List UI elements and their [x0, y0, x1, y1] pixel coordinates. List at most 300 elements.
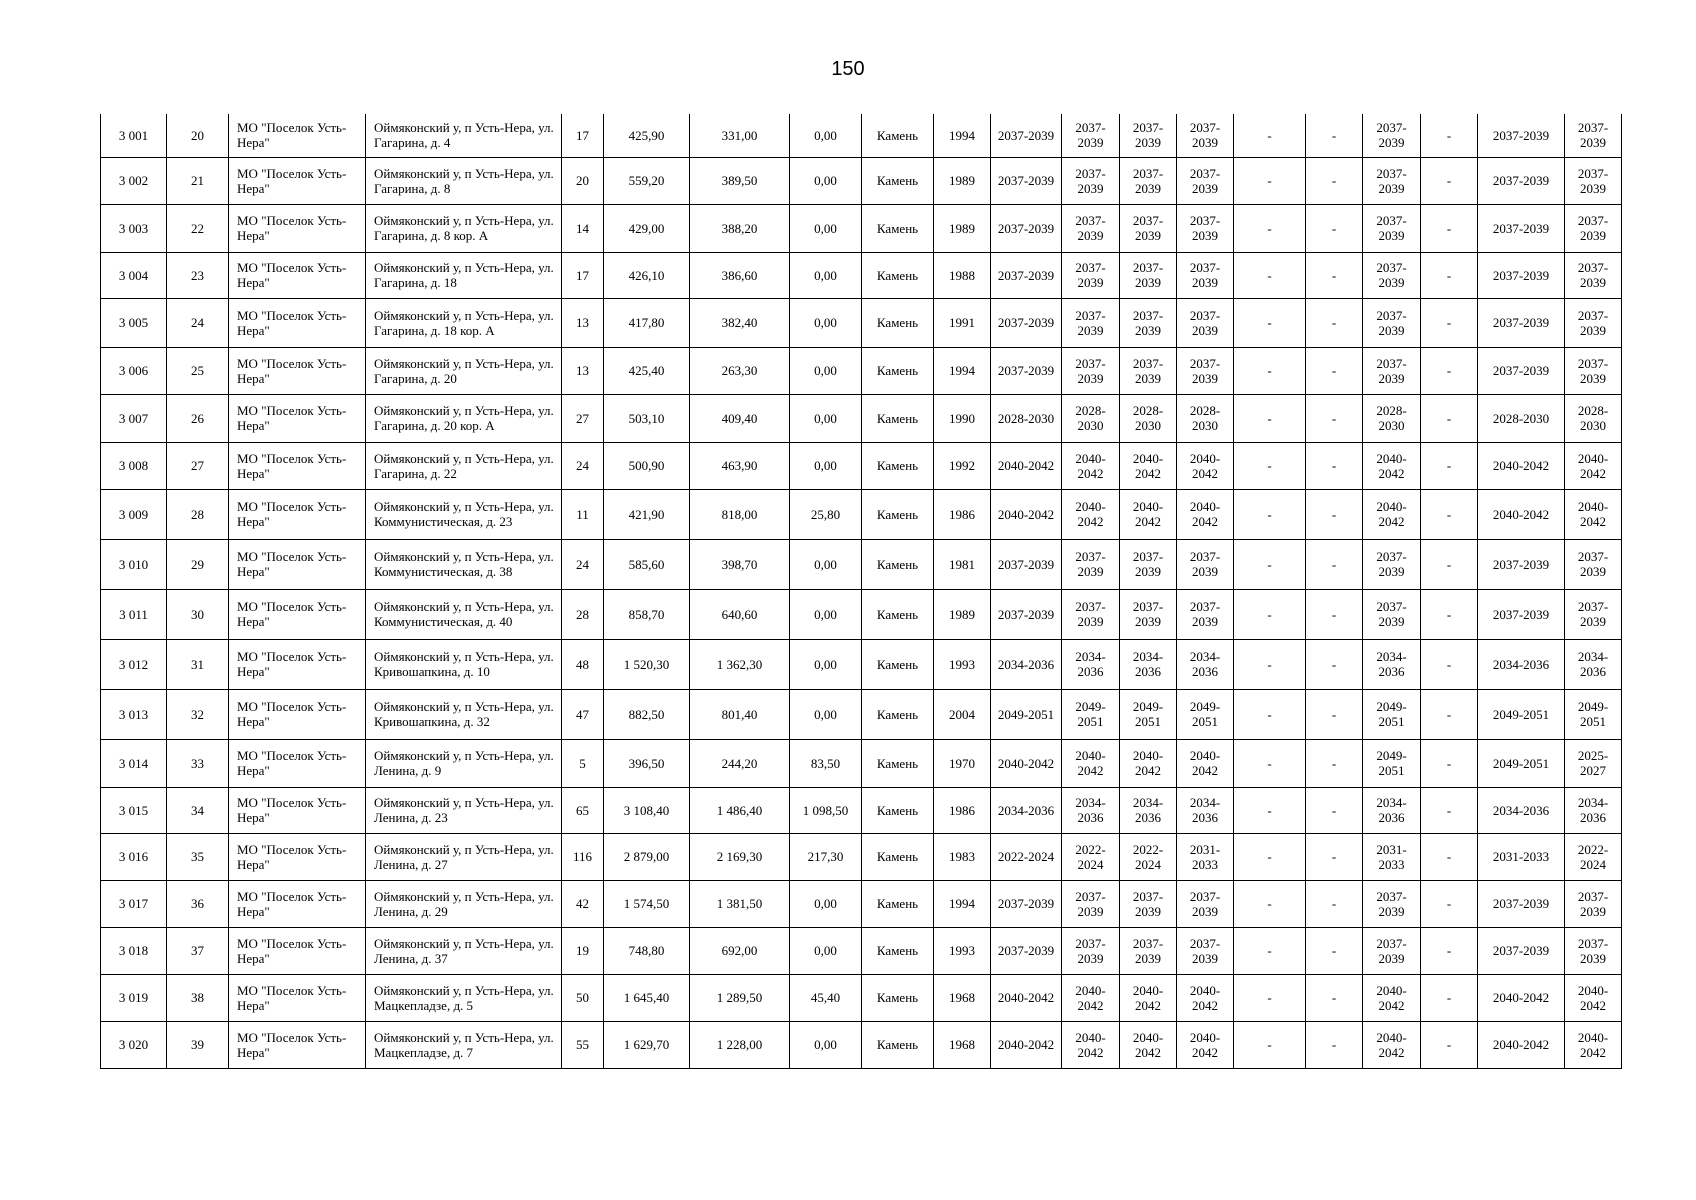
- cell-wall-material: Камень: [862, 539, 934, 589]
- cell-roof-repair: 2037-2039: [991, 157, 1062, 204]
- cell-elevator-shaft-repair: -: [1306, 442, 1363, 489]
- cell-living-area: 263,30: [690, 347, 790, 394]
- cell-living-area: 386,60: [690, 252, 790, 298]
- cell-municipality: МО "Поселок Усть-Нера": [229, 739, 366, 787]
- cell-electric-repair: 2022-2024: [1565, 833, 1622, 880]
- cell-address: Оймяконский у, п Усть-Нера, ул. Коммунистическая, д. 40: [366, 589, 562, 639]
- cell-build-year: 1994: [934, 114, 991, 157]
- cell-elevator-repair: -: [1234, 298, 1306, 347]
- cell-elevator-shaft-repair: -: [1306, 927, 1363, 974]
- cell-row-number: 27: [167, 442, 229, 489]
- cell-build-year: 1993: [934, 639, 991, 689]
- cell-row-number: 34: [167, 787, 229, 833]
- cell-wall-material: Камень: [862, 347, 934, 394]
- cell-reg-number: 3 004: [101, 252, 167, 298]
- cell-elevator-shaft-repair: -: [1306, 114, 1363, 157]
- cell-build-year: 1990: [934, 394, 991, 442]
- cell-basement-repair: 2037-2039: [1177, 927, 1234, 974]
- cell-apartments: 65: [562, 787, 604, 833]
- cell-elevator-repair: -: [1234, 833, 1306, 880]
- table-row: [101, 589, 1622, 639]
- cell-basement-repair: 2040-2042: [1177, 442, 1234, 489]
- cell-reg-number: 3 014: [101, 739, 167, 787]
- cell-foundation-repair: 2034-2036: [1120, 639, 1177, 689]
- cell-reg-number: 3 019: [101, 974, 167, 1021]
- cell-wall-material: Камень: [862, 927, 934, 974]
- cell-basement-repair: 2037-2039: [1177, 880, 1234, 927]
- cell-facade-repair: 2037-2039: [1062, 589, 1120, 639]
- cell-roof-repair: 2040-2042: [991, 1021, 1062, 1068]
- cell-facade-repair: 2037-2039: [1062, 539, 1120, 589]
- cell-apartments: 17: [562, 252, 604, 298]
- cell-build-year: 1970: [934, 739, 991, 787]
- cell-roof-repair: 2040-2042: [991, 974, 1062, 1021]
- cell-basement-repair: 2037-2039: [1177, 204, 1234, 252]
- cell-elevator-repair: -: [1234, 689, 1306, 739]
- cell-reg-number: 3 011: [101, 589, 167, 639]
- cell-facade-repair: 2037-2039: [1062, 252, 1120, 298]
- cell-nonresidential-area: 25,80: [790, 489, 862, 539]
- cell-roof-repair: 2037-2039: [991, 347, 1062, 394]
- cell-water-repair: 2034-2036: [1478, 787, 1565, 833]
- cell-facade-repair: 2034-2036: [1062, 787, 1120, 833]
- cell-facade-repair: 2037-2039: [1062, 347, 1120, 394]
- cell-basement-repair: 2037-2039: [1177, 539, 1234, 589]
- cell-apartments: 14: [562, 204, 604, 252]
- cell-gas-repair: -: [1421, 539, 1478, 589]
- cell-wall-material: Камень: [862, 1021, 934, 1068]
- cell-gas-repair: -: [1421, 589, 1478, 639]
- cell-living-area: 818,00: [690, 489, 790, 539]
- cell-heating-repair: 2037-2039: [1363, 347, 1421, 394]
- cell-elevator-repair: -: [1234, 974, 1306, 1021]
- cell-foundation-repair: 2037-2039: [1120, 252, 1177, 298]
- cell-address: Оймяконский у, п Усть-Нера, ул. Мацкепладзе, д. 7: [366, 1021, 562, 1068]
- cell-gas-repair: -: [1421, 204, 1478, 252]
- cell-row-number: 39: [167, 1021, 229, 1068]
- cell-elevator-shaft-repair: -: [1306, 539, 1363, 589]
- cell-facade-repair: 2040-2042: [1062, 1021, 1120, 1068]
- cell-facade-repair: 2040-2042: [1062, 974, 1120, 1021]
- cell-living-area: 801,40: [690, 689, 790, 739]
- cell-basement-repair: 2031-2033: [1177, 833, 1234, 880]
- cell-reg-number: 3 012: [101, 639, 167, 689]
- cell-living-area: 463,90: [690, 442, 790, 489]
- cell-elevator-shaft-repair: -: [1306, 347, 1363, 394]
- cell-roof-repair: 2037-2039: [991, 927, 1062, 974]
- cell-municipality: МО "Поселок Усть-Нера": [229, 204, 366, 252]
- cell-wall-material: Камень: [862, 787, 934, 833]
- cell-foundation-repair: 2037-2039: [1120, 347, 1177, 394]
- cell-build-year: 1968: [934, 1021, 991, 1068]
- cell-electric-repair: 2040-2042: [1565, 489, 1622, 539]
- cell-roof-repair: 2037-2039: [991, 880, 1062, 927]
- cell-elevator-shaft-repair: -: [1306, 689, 1363, 739]
- cell-elevator-shaft-repair: -: [1306, 974, 1363, 1021]
- cell-build-year: 1989: [934, 204, 991, 252]
- cell-total-area: 748,80: [604, 927, 690, 974]
- cell-address: Оймяконский у, п Усть-Нера, ул. Гагарина, д. 4: [366, 114, 562, 157]
- cell-elevator-shaft-repair: -: [1306, 252, 1363, 298]
- cell-foundation-repair: 2037-2039: [1120, 298, 1177, 347]
- cell-elevator-repair: -: [1234, 347, 1306, 394]
- cell-address: Оймяконский у, п Усть-Нера, ул. Гагарина, д. 18: [366, 252, 562, 298]
- cell-facade-repair: 2037-2039: [1062, 157, 1120, 204]
- cell-electric-repair: 2037-2039: [1565, 589, 1622, 639]
- cell-wall-material: Камень: [862, 114, 934, 157]
- cell-row-number: 25: [167, 347, 229, 394]
- cell-gas-repair: -: [1421, 157, 1478, 204]
- cell-basement-repair: 2040-2042: [1177, 974, 1234, 1021]
- cell-municipality: МО "Поселок Усть-Нера": [229, 833, 366, 880]
- cell-foundation-repair: 2040-2042: [1120, 489, 1177, 539]
- cell-roof-repair: 2037-2039: [991, 589, 1062, 639]
- cell-elevator-shaft-repair: -: [1306, 787, 1363, 833]
- cell-reg-number: 3 018: [101, 927, 167, 974]
- cell-facade-repair: 2037-2039: [1062, 298, 1120, 347]
- table-body: [101, 114, 1622, 1068]
- cell-living-area: 692,00: [690, 927, 790, 974]
- cell-gas-repair: -: [1421, 833, 1478, 880]
- table-row: [101, 114, 1622, 157]
- cell-heating-repair: 2034-2036: [1363, 639, 1421, 689]
- cell-living-area: 409,40: [690, 394, 790, 442]
- cell-water-repair: 2040-2042: [1478, 442, 1565, 489]
- cell-foundation-repair: 2040-2042: [1120, 1021, 1177, 1068]
- cell-heating-repair: 2037-2039: [1363, 114, 1421, 157]
- cell-facade-repair: 2037-2039: [1062, 927, 1120, 974]
- cell-total-area: 500,90: [604, 442, 690, 489]
- cell-total-area: 559,20: [604, 157, 690, 204]
- cell-electric-repair: 2025-2027: [1565, 739, 1622, 787]
- cell-facade-repair: 2037-2039: [1062, 114, 1120, 157]
- cell-apartments: 116: [562, 833, 604, 880]
- cell-reg-number: 3 013: [101, 689, 167, 739]
- cell-wall-material: Камень: [862, 252, 934, 298]
- cell-elevator-repair: -: [1234, 787, 1306, 833]
- cell-reg-number: 3 008: [101, 442, 167, 489]
- page-number: 150: [831, 58, 865, 80]
- cell-address: Оймяконский у, п Усть-Нера, ул. Гагарина, д. 18 кор. А: [366, 298, 562, 347]
- cell-row-number: 33: [167, 739, 229, 787]
- cell-address: Оймяконский у, п Усть-Нера, ул. Кривошапкина, д. 32: [366, 689, 562, 739]
- cell-heating-repair: 2034-2036: [1363, 787, 1421, 833]
- table-row: [101, 252, 1622, 298]
- table-row: [101, 204, 1622, 252]
- cell-facade-repair: 2040-2042: [1062, 489, 1120, 539]
- cell-gas-repair: -: [1421, 927, 1478, 974]
- cell-row-number: 28: [167, 489, 229, 539]
- cell-build-year: 1983: [934, 833, 991, 880]
- cell-electric-repair: 2037-2039: [1565, 204, 1622, 252]
- cell-living-area: 388,20: [690, 204, 790, 252]
- cell-build-year: 1986: [934, 787, 991, 833]
- cell-total-area: 2 879,00: [604, 833, 690, 880]
- cell-heating-repair: 2037-2039: [1363, 252, 1421, 298]
- cell-heating-repair: 2040-2042: [1363, 974, 1421, 1021]
- cell-row-number: 36: [167, 880, 229, 927]
- cell-basement-repair: 2037-2039: [1177, 157, 1234, 204]
- cell-reg-number: 3 005: [101, 298, 167, 347]
- cell-apartments: 48: [562, 639, 604, 689]
- cell-elevator-repair: -: [1234, 157, 1306, 204]
- cell-total-area: 425,40: [604, 347, 690, 394]
- cell-elevator-repair: -: [1234, 442, 1306, 489]
- cell-water-repair: 2040-2042: [1478, 974, 1565, 1021]
- cell-address: Оймяконский у, п Усть-Нера, ул. Мацкепладзе, д. 5: [366, 974, 562, 1021]
- cell-address: Оймяконский у, п Усть-Нера, ул. Ленина, д. 27: [366, 833, 562, 880]
- cell-water-repair: 2037-2039: [1478, 114, 1565, 157]
- cell-living-area: 640,60: [690, 589, 790, 639]
- cell-municipality: МО "Поселок Усть-Нера": [229, 442, 366, 489]
- cell-row-number: 20: [167, 114, 229, 157]
- housing-register-table: [100, 114, 1622, 1069]
- cell-apartments: 47: [562, 689, 604, 739]
- cell-foundation-repair: 2037-2039: [1120, 589, 1177, 639]
- table-row: [101, 442, 1622, 489]
- cell-living-area: 382,40: [690, 298, 790, 347]
- cell-elevator-shaft-repair: -: [1306, 880, 1363, 927]
- cell-total-area: 1 645,40: [604, 974, 690, 1021]
- cell-wall-material: Камень: [862, 298, 934, 347]
- cell-roof-repair: 2034-2036: [991, 787, 1062, 833]
- cell-address: Оймяконский у, п Усть-Нера, ул. Гагарина, д. 8 кор. А: [366, 204, 562, 252]
- cell-municipality: МО "Поселок Усть-Нера": [229, 787, 366, 833]
- cell-water-repair: 2049-2051: [1478, 739, 1565, 787]
- cell-total-area: 1 574,50: [604, 880, 690, 927]
- cell-elevator-shaft-repair: -: [1306, 589, 1363, 639]
- cell-foundation-repair: 2037-2039: [1120, 539, 1177, 589]
- cell-living-area: 389,50: [690, 157, 790, 204]
- cell-heating-repair: 2040-2042: [1363, 442, 1421, 489]
- cell-basement-repair: 2040-2042: [1177, 489, 1234, 539]
- cell-heating-repair: 2037-2039: [1363, 539, 1421, 589]
- cell-basement-repair: 2037-2039: [1177, 298, 1234, 347]
- cell-municipality: МО "Поселок Усть-Нера": [229, 880, 366, 927]
- cell-heating-repair: 2037-2039: [1363, 157, 1421, 204]
- cell-elevator-repair: -: [1234, 204, 1306, 252]
- cell-gas-repair: -: [1421, 394, 1478, 442]
- cell-water-repair: 2040-2042: [1478, 1021, 1565, 1068]
- cell-elevator-shaft-repair: -: [1306, 394, 1363, 442]
- cell-row-number: 29: [167, 539, 229, 589]
- cell-reg-number: 3 002: [101, 157, 167, 204]
- cell-reg-number: 3 006: [101, 347, 167, 394]
- cell-elevator-shaft-repair: -: [1306, 489, 1363, 539]
- cell-roof-repair: 2022-2024: [991, 833, 1062, 880]
- cell-nonresidential-area: 0,00: [790, 589, 862, 639]
- cell-apartments: 55: [562, 1021, 604, 1068]
- cell-foundation-repair: 2034-2036: [1120, 787, 1177, 833]
- cell-address: Оймяконский у, п Усть-Нера, ул. Гагарина, д. 20: [366, 347, 562, 394]
- cell-basement-repair: 2034-2036: [1177, 639, 1234, 689]
- cell-total-area: 1 520,30: [604, 639, 690, 689]
- cell-wall-material: Камень: [862, 974, 934, 1021]
- cell-roof-repair: 2034-2036: [991, 639, 1062, 689]
- cell-build-year: 1991: [934, 298, 991, 347]
- cell-gas-repair: -: [1421, 974, 1478, 1021]
- cell-municipality: МО "Поселок Усть-Нера": [229, 489, 366, 539]
- cell-total-area: 882,50: [604, 689, 690, 739]
- cell-elevator-shaft-repair: -: [1306, 298, 1363, 347]
- cell-basement-repair: 2049-2051: [1177, 689, 1234, 739]
- cell-municipality: МО "Поселок Усть-Нера": [229, 298, 366, 347]
- cell-water-repair: 2031-2033: [1478, 833, 1565, 880]
- cell-nonresidential-area: 0,00: [790, 1021, 862, 1068]
- cell-nonresidential-area: 0,00: [790, 639, 862, 689]
- cell-electric-repair: 2049-2051: [1565, 689, 1622, 739]
- cell-row-number: 38: [167, 974, 229, 1021]
- cell-reg-number: 3 015: [101, 787, 167, 833]
- cell-foundation-repair: 2040-2042: [1120, 442, 1177, 489]
- cell-living-area: 331,00: [690, 114, 790, 157]
- cell-elevator-shaft-repair: -: [1306, 204, 1363, 252]
- cell-elevator-repair: -: [1234, 539, 1306, 589]
- cell-heating-repair: 2037-2039: [1363, 880, 1421, 927]
- cell-roof-repair: 2037-2039: [991, 539, 1062, 589]
- cell-apartments: 50: [562, 974, 604, 1021]
- cell-build-year: 1968: [934, 974, 991, 1021]
- cell-municipality: МО "Поселок Усть-Нера": [229, 539, 366, 589]
- cell-electric-repair: 2037-2039: [1565, 114, 1622, 157]
- cell-wall-material: Камень: [862, 639, 934, 689]
- cell-municipality: МО "Поселок Усть-Нера": [229, 1021, 366, 1068]
- cell-nonresidential-area: 0,00: [790, 442, 862, 489]
- cell-foundation-repair: 2037-2039: [1120, 927, 1177, 974]
- cell-apartments: 24: [562, 539, 604, 589]
- cell-electric-repair: 2037-2039: [1565, 539, 1622, 589]
- cell-facade-repair: 2022-2024: [1062, 833, 1120, 880]
- cell-nonresidential-area: 0,00: [790, 114, 862, 157]
- cell-wall-material: Камень: [862, 589, 934, 639]
- cell-water-repair: 2037-2039: [1478, 252, 1565, 298]
- cell-municipality: МО "Поселок Усть-Нера": [229, 347, 366, 394]
- table-row: [101, 1021, 1622, 1068]
- cell-row-number: 26: [167, 394, 229, 442]
- cell-elevator-repair: -: [1234, 639, 1306, 689]
- cell-total-area: 396,50: [604, 739, 690, 787]
- cell-water-repair: 2037-2039: [1478, 927, 1565, 974]
- table-row: [101, 394, 1622, 442]
- cell-wall-material: Камень: [862, 157, 934, 204]
- cell-gas-repair: -: [1421, 880, 1478, 927]
- cell-gas-repair: -: [1421, 739, 1478, 787]
- cell-roof-repair: 2040-2042: [991, 739, 1062, 787]
- cell-water-repair: 2040-2042: [1478, 489, 1565, 539]
- cell-living-area: 1 228,00: [690, 1021, 790, 1068]
- cell-elevator-shaft-repair: -: [1306, 639, 1363, 689]
- cell-wall-material: Камень: [862, 739, 934, 787]
- cell-reg-number: 3 003: [101, 204, 167, 252]
- cell-electric-repair: 2037-2039: [1565, 252, 1622, 298]
- cell-basement-repair: 2028-2030: [1177, 394, 1234, 442]
- table-row: [101, 347, 1622, 394]
- table-row: [101, 689, 1622, 739]
- cell-basement-repair: 2034-2036: [1177, 787, 1234, 833]
- cell-foundation-repair: 2040-2042: [1120, 739, 1177, 787]
- cell-elevator-repair: -: [1234, 489, 1306, 539]
- cell-elevator-repair: -: [1234, 114, 1306, 157]
- cell-nonresidential-area: 0,00: [790, 689, 862, 739]
- cell-municipality: МО "Поселок Усть-Нера": [229, 589, 366, 639]
- cell-row-number: 37: [167, 927, 229, 974]
- cell-apartments: 11: [562, 489, 604, 539]
- cell-municipality: МО "Поселок Усть-Нера": [229, 689, 366, 739]
- cell-wall-material: Камень: [862, 204, 934, 252]
- cell-water-repair: 2037-2039: [1478, 157, 1565, 204]
- cell-nonresidential-area: 0,00: [790, 157, 862, 204]
- cell-roof-repair: 2037-2039: [991, 114, 1062, 157]
- cell-elevator-repair: -: [1234, 880, 1306, 927]
- cell-gas-repair: -: [1421, 347, 1478, 394]
- cell-wall-material: Камень: [862, 442, 934, 489]
- cell-apartments: 28: [562, 589, 604, 639]
- cell-basement-repair: 2037-2039: [1177, 347, 1234, 394]
- cell-nonresidential-area: 0,00: [790, 880, 862, 927]
- cell-living-area: 1 381,50: [690, 880, 790, 927]
- cell-foundation-repair: 2037-2039: [1120, 157, 1177, 204]
- cell-build-year: 2004: [934, 689, 991, 739]
- cell-build-year: 1989: [934, 589, 991, 639]
- cell-address: Оймяконский у, п Усть-Нера, ул. Кривошапкина, д. 10: [366, 639, 562, 689]
- cell-heating-repair: 2040-2042: [1363, 489, 1421, 539]
- cell-municipality: МО "Поселок Усть-Нера": [229, 114, 366, 157]
- cell-elevator-shaft-repair: -: [1306, 739, 1363, 787]
- cell-wall-material: Камень: [862, 489, 934, 539]
- cell-foundation-repair: 2037-2039: [1120, 114, 1177, 157]
- cell-foundation-repair: 2040-2042: [1120, 974, 1177, 1021]
- cell-nonresidential-area: 0,00: [790, 298, 862, 347]
- cell-gas-repair: -: [1421, 1021, 1478, 1068]
- cell-elevator-repair: -: [1234, 1021, 1306, 1068]
- table-row: [101, 833, 1622, 880]
- cell-reg-number: 3 017: [101, 880, 167, 927]
- cell-municipality: МО "Поселок Усть-Нера": [229, 927, 366, 974]
- cell-row-number: 24: [167, 298, 229, 347]
- table-row: [101, 880, 1622, 927]
- cell-apartments: 17: [562, 114, 604, 157]
- cell-apartments: 20: [562, 157, 604, 204]
- cell-roof-repair: 2037-2039: [991, 298, 1062, 347]
- cell-build-year: 1988: [934, 252, 991, 298]
- table-row: [101, 927, 1622, 974]
- cell-reg-number: 3 007: [101, 394, 167, 442]
- cell-nonresidential-area: 217,30: [790, 833, 862, 880]
- cell-nonresidential-area: 0,00: [790, 394, 862, 442]
- cell-build-year: 1994: [934, 347, 991, 394]
- cell-gas-repair: -: [1421, 639, 1478, 689]
- cell-row-number: 21: [167, 157, 229, 204]
- cell-municipality: МО "Поселок Усть-Нера": [229, 639, 366, 689]
- cell-apartments: 24: [562, 442, 604, 489]
- cell-row-number: 30: [167, 589, 229, 639]
- table-row: [101, 639, 1622, 689]
- cell-elevator-shaft-repair: -: [1306, 157, 1363, 204]
- cell-facade-repair: 2037-2039: [1062, 880, 1120, 927]
- cell-municipality: МО "Поселок Усть-Нера": [229, 157, 366, 204]
- cell-nonresidential-area: 45,40: [790, 974, 862, 1021]
- cell-basement-repair: 2037-2039: [1177, 589, 1234, 639]
- cell-nonresidential-area: 0,00: [790, 539, 862, 589]
- cell-electric-repair: 2028-2030: [1565, 394, 1622, 442]
- cell-build-year: 1981: [934, 539, 991, 589]
- cell-elevator-repair: -: [1234, 739, 1306, 787]
- cell-nonresidential-area: 0,00: [790, 204, 862, 252]
- table-row: [101, 739, 1622, 787]
- table-row: [101, 489, 1622, 539]
- cell-gas-repair: -: [1421, 689, 1478, 739]
- cell-foundation-repair: 2049-2051: [1120, 689, 1177, 739]
